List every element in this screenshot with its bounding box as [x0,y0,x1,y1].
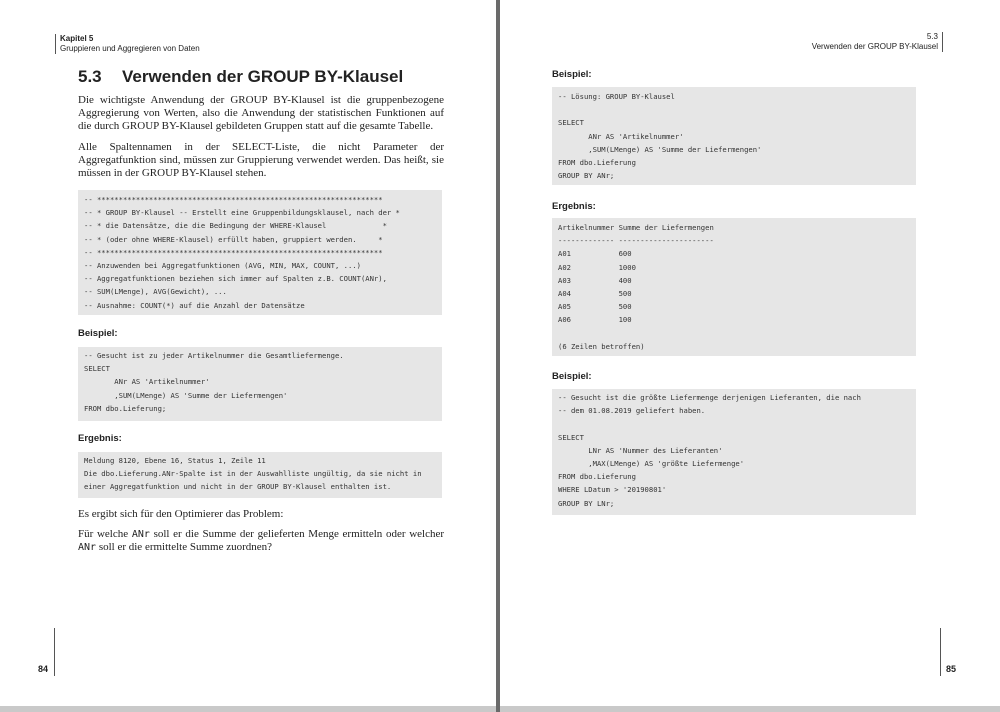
label-ergebnis: Ergebnis: [552,201,596,212]
inline-code-anr: ANr [78,542,97,553]
code-block-max-example [552,389,916,515]
code-line: -- SUM(LMenge), AVG(Gewicht), ... [84,287,227,297]
code-line: -- Gesucht ist die größte Liefermenge derjenigen Lieferanten, die nach [558,393,861,402]
running-head-rule [55,34,56,54]
page-number: 85 [946,664,957,674]
code-line: A05 500 [558,302,632,312]
code-line: ANr AS 'Artikelnummer' [558,131,684,141]
code-line: GROUP BY LNr; [558,498,615,508]
code-block-result-table [552,218,916,356]
running-section-title: Verwenden der GROUP BY-Klausel [811,42,938,51]
section-title: Verwenden der GROUP BY-Klausel [122,67,404,86]
footer-rule [940,628,941,676]
code-line: SELECT [558,432,584,442]
code-line [558,103,910,116]
code-line: ------------- ---------------------- [558,236,714,246]
code-line: Die dbo.Lieferung.ANr-Spalte ist in der Auswahlliste ungültig, da sie nicht in [84,469,422,479]
code-line: ,SUM(LMenge) AS 'Summe der Liefermengen' [84,390,288,400]
code-line: -- * die Datensätze, die die Bedingung der WHERE-Klausel * [84,221,387,231]
code-line: einer Aggregatfunktion und nicht in der GROUP BY-Klausel enthalten ist. [84,482,392,492]
code-line: -- Lösung: GROUP BY-Klausel [558,92,675,101]
code-block-error-message [78,452,442,498]
chapter-label: Kapitel 5 [60,34,94,43]
section-number: 5.3 [78,67,102,86]
code-line: SELECT [84,364,110,374]
code-block-group-by-comment [78,190,442,315]
code-line: A04 500 [558,288,632,298]
code-line [558,417,910,430]
code-line: A03 400 [558,275,632,285]
question-text-a: Für welche [78,528,132,540]
code-line: SELECT [558,118,584,128]
label-ergebnis: Ergebnis: [78,433,122,444]
code-line: ANr AS 'Artikelnummer' [84,377,210,387]
code-line: Artikelnummer Summe der Liefermengen [558,223,714,232]
code-line: -- Aggregatfunktionen beziehen sich immer auf Spalten z.B. COUNT(ANr), [84,274,387,284]
running-head-right [812,32,938,52]
code-line: -- Ausnahme: COUNT(*) auf die Anzahl der Datensätze [84,300,305,310]
code-line: (6 Zeilen betroffen) [558,341,645,351]
paragraph-intro: Die wichtigste Anwendung der GROUP BY-Klausel ist die gruppenbezogene Aggregierung von Werten, also die Anwendung der statistischen Funktionen auf die durch GROUP BY-Klausel gebildeten Gruppen statt auf die gesamte Tabelle. [78,94,444,132]
footer-rule [54,628,55,676]
code-line: -- Anzuwenden bei Aggregatfunktionen (AVG, MIN, MAX, COUNT, ...) [84,260,361,270]
label-beispiel: Beispiel: [78,328,118,339]
running-head-left [60,34,200,54]
code-line [558,327,910,340]
code-line: FROM dbo.Lieferung [558,472,636,482]
code-line: Meldung 8120, Ebene 16, Status 1, Zeile 11 [84,456,266,465]
code-line: -- dem 01.08.2019 geliefert haben. [558,406,706,416]
label-beispiel: Beispiel: [552,371,592,382]
paragraph-problem: Es ergibt sich für den Optimierer das Problem: [78,508,284,520]
inline-code-anr: ANr [131,529,150,540]
question-text-b: soll er die Summe der gelieferten Menge ermitteln oder welcher [149,528,444,540]
code-line: A06 100 [558,315,632,325]
running-head-rule [942,32,943,52]
code-line: -- ****************************************************************** [84,195,383,204]
code-line: -- Gesucht ist zu jeder Artikelnummer die Gesamtliefermenge. [84,351,344,360]
code-line: -- * (oder ohne WHERE-Klausel) erfüllt haben, gruppiert werden. * [84,234,383,244]
code-block-example [78,347,442,421]
code-block-solution [552,87,916,185]
left-page [0,0,496,706]
code-line: LNr AS 'Nummer des Lieferanten' [558,445,723,455]
code-line: ,SUM(LMenge) AS 'Summe der Liefermengen' [558,144,762,154]
label-beispiel: Beispiel: [552,69,592,80]
code-line: ,MAX(LMenge) AS 'größte Liefermenge' [558,458,745,468]
chapter-title: Gruppieren und Aggregieren von Daten [60,44,200,53]
code-line: -- ****************************************************************** [84,247,383,257]
code-line: A01 600 [558,249,632,259]
paragraph-select-list: Alle Spaltennamen in der SELECT-Liste, die nicht Parameter der Aggregatfunktion sind, müssen zur Gruppierung verwendet werden. Das heißt, sie müssen in der GROUP BY-Klausel stehen. [78,141,444,179]
code-line: WHERE LDatum > '20190801' [558,485,667,495]
paragraph-question [78,528,444,554]
code-line: -- * GROUP BY-Klausel -- Erstellt eine Gruppenbildungsklausel, nach der * [84,208,400,218]
question-text-c: soll er die ermittelte Summe zuordnen? [96,541,273,553]
code-line: FROM dbo.Lieferung; [84,403,167,413]
code-line: A02 1000 [558,262,636,272]
right-page [500,0,1000,706]
page-number: 84 [38,664,49,674]
running-section-number: 5.3 [926,32,938,41]
section-heading [78,67,403,87]
code-line: GROUP BY ANr; [558,171,615,181]
code-line: FROM dbo.Lieferung [558,157,636,167]
